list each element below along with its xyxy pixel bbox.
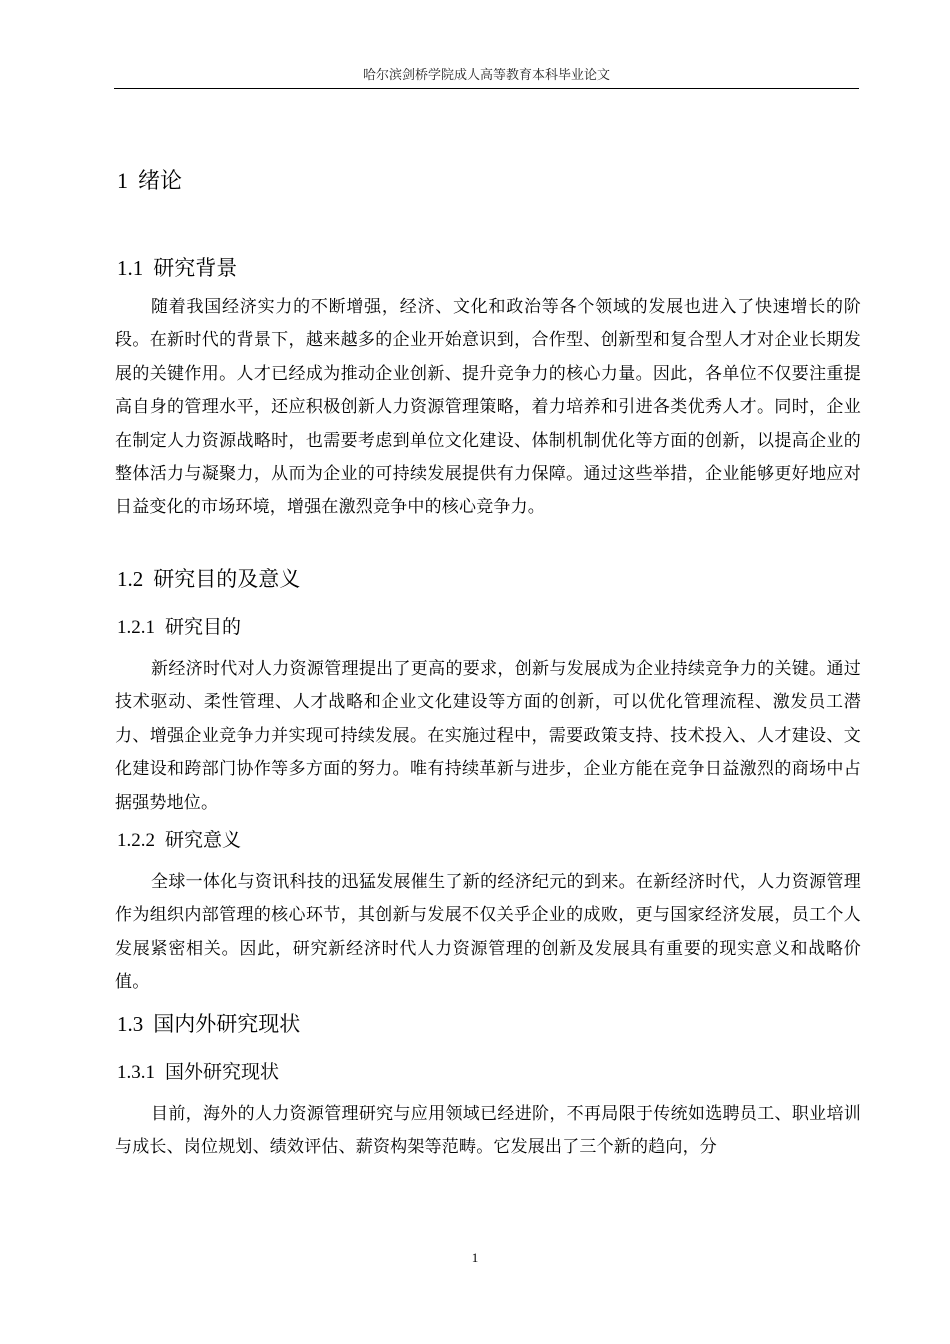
- section-number: 1.2: [117, 567, 144, 591]
- subsection-number: 1.3.1: [117, 1062, 155, 1083]
- paragraph-background: 随着我国经济实力的不断增强，经济、文化和政治等各个领域的发展也进入了快速增长的阶段。在新时代的背景下，越来越多的企业开始意识到，合作型、创新型和复合型人才对企业长期发展的关键作用。人才已经成为推动企业创新、提升竞争力的核心力量。因此，各单位不仅要注重提高自身的管理水平，还应积极创新人力资源管理策略，着力培养和引进各类优秀人才。同时，企业在制定人力资源战略时，也需要考虑到单位文化建设、体制机制优化等方面的创新，以提高企业的整体活力与凝聚力，从而为企业的可持续发展提供有力保障。通过这些举措，企业能够更好地应对日益变化的市场环境，增强在激烈竞争中的核心竞争力。: [115, 297, 861, 518]
- section-number: 1.1: [117, 256, 144, 280]
- section-heading-1-1: [117, 252, 237, 282]
- paragraph-purpose: 新经济时代对人力资源管理提出了更高的要求，创新与发展成为企业持续竞争力的关键。通过技术驱动、柔性管理、人才战略和企业文化建设等方面的创新，可以优化管理流程、激发员工潜力、增强企业竞争力并实现可持续发展。在实施过程中，需要政策支持、技术投入、人才建设、文化建设和跨部门协作等多方面的努力。唯有持续革新与进步，企业方能在竞争日益激烈的商场中占据强势地位。: [115, 659, 861, 813]
- page-number: 1: [471, 1250, 479, 1265]
- chapter-number: 1: [117, 168, 128, 193]
- chapter-heading: [117, 164, 182, 195]
- chapter-title: 绪论: [138, 169, 183, 194]
- subsection-title: 国外研究现状: [165, 1061, 280, 1083]
- section-title: 国内外研究现状: [153, 1012, 301, 1036]
- subsection-title: 研究目的: [165, 616, 242, 638]
- section-number: 1.3: [117, 1012, 144, 1036]
- subsection-number: 1.2.2: [117, 830, 155, 851]
- section-title: 研究背景: [153, 256, 238, 280]
- subsection-title: 研究意义: [165, 829, 242, 851]
- paragraph-significance: 全球一体化与资讯科技的迅猛发展催生了新的经济纪元的到来。在新经济时代，人力资源管理作为组织内部管理的核心环节，其创新与发展不仅关乎企业的成败，更与国家经济发展，员工个人发展紧密相关。因此，研究新经济时代人力资源管理的创新及发展具有重要的现实意义和战略价值。: [115, 872, 861, 993]
- section-heading-1-3: [117, 1008, 300, 1038]
- section-heading-1-2: [117, 563, 300, 593]
- subsection-heading-1-3-1: [117, 1057, 279, 1084]
- subsection-heading-1-2-2: [117, 825, 241, 852]
- section-title: 研究目的及意义: [153, 567, 301, 591]
- header-divider: [114, 88, 859, 89]
- subsection-heading-1-2-1: [117, 612, 241, 639]
- subsection-number: 1.2.1: [117, 617, 155, 638]
- running-header: 哈尔滨剑桥学院成人高等教育本科毕业论文: [362, 68, 610, 83]
- paragraph-foreign-research: 目前，海外的人力资源管理研究与应用领域已经进阶，不再局限于传统如选聘员工、职业培训与成长、岗位规划、绩效评估、薪资构架等范畴。它发展出了三个新的趋向，分: [115, 1104, 861, 1158]
